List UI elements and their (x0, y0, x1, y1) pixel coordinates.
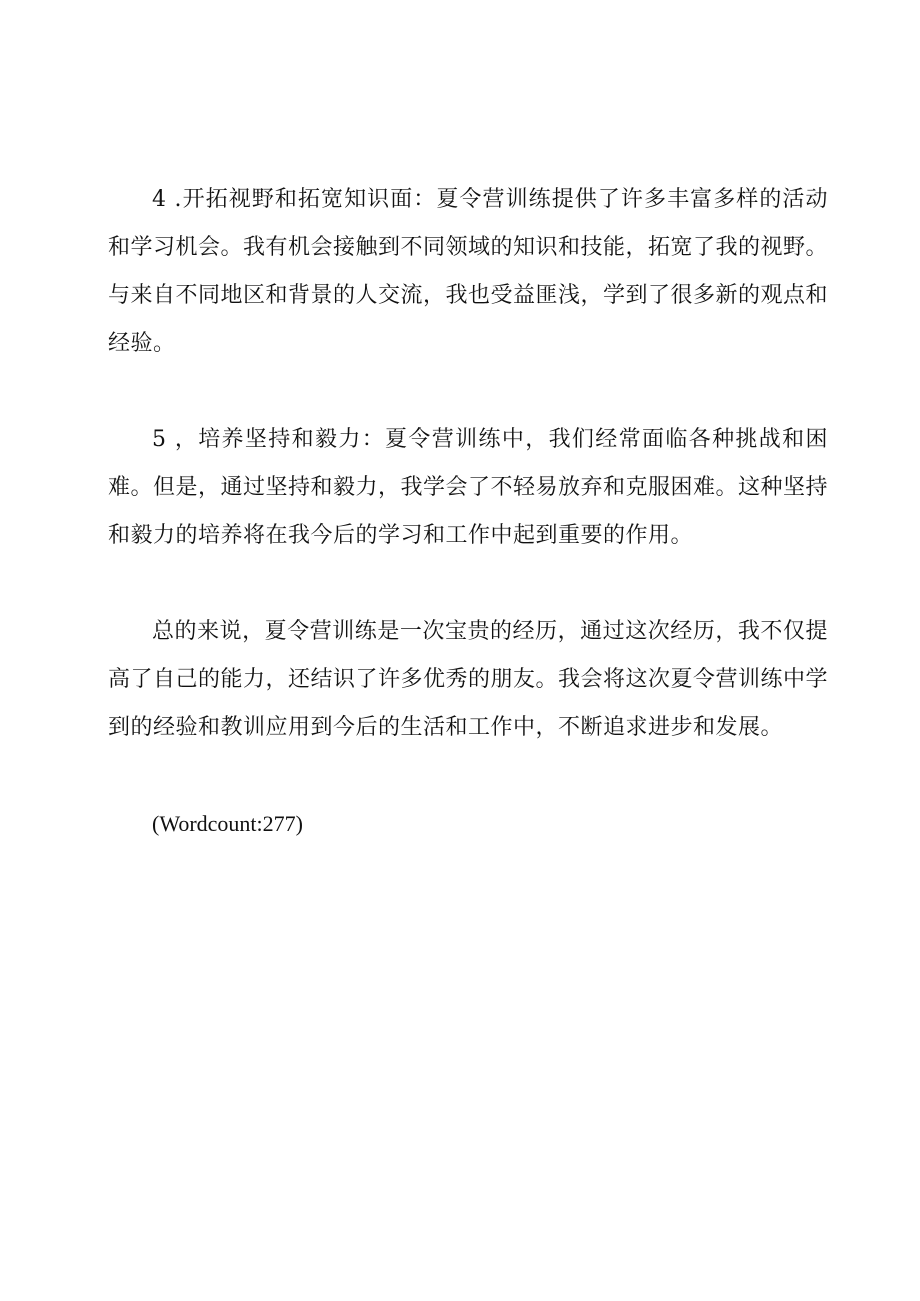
document-page (108, 176, 828, 848)
word-count: (Wordcount:277) (152, 811, 303, 836)
paragraph-broaden-horizons: 4 .开拓视野和拓宽知识面：夏令营训练提供了许多丰富多样的活动和学习机会。我有机会接触到不同领域的知识和技能，拓宽了我的视野。与来自不同地区和背景的人交流，我也受益匪浅，学到了很多新的观点和经验。 (108, 187, 829, 356)
paragraph-summary: 总的来说，夏令营训练是一次宝贵的经历，通过这次经历，我不仅提高了自己的能力，还结识了许多优秀的朋友。我会将这次夏令营训练中学到的经验和教训应用到今后的生活和工作中，不断追求进步和发展。 (108, 619, 829, 740)
paragraph-perseverance: 5 ，培养坚持和毅力：夏令营训练中，我们经常面临各种挑战和困难。但是，通过坚持和毅力，我学会了不轻易放弃和克服困难。这种坚持和毅力的培养将在我今后的学习和工作中起到重要的作用。 (108, 427, 829, 548)
